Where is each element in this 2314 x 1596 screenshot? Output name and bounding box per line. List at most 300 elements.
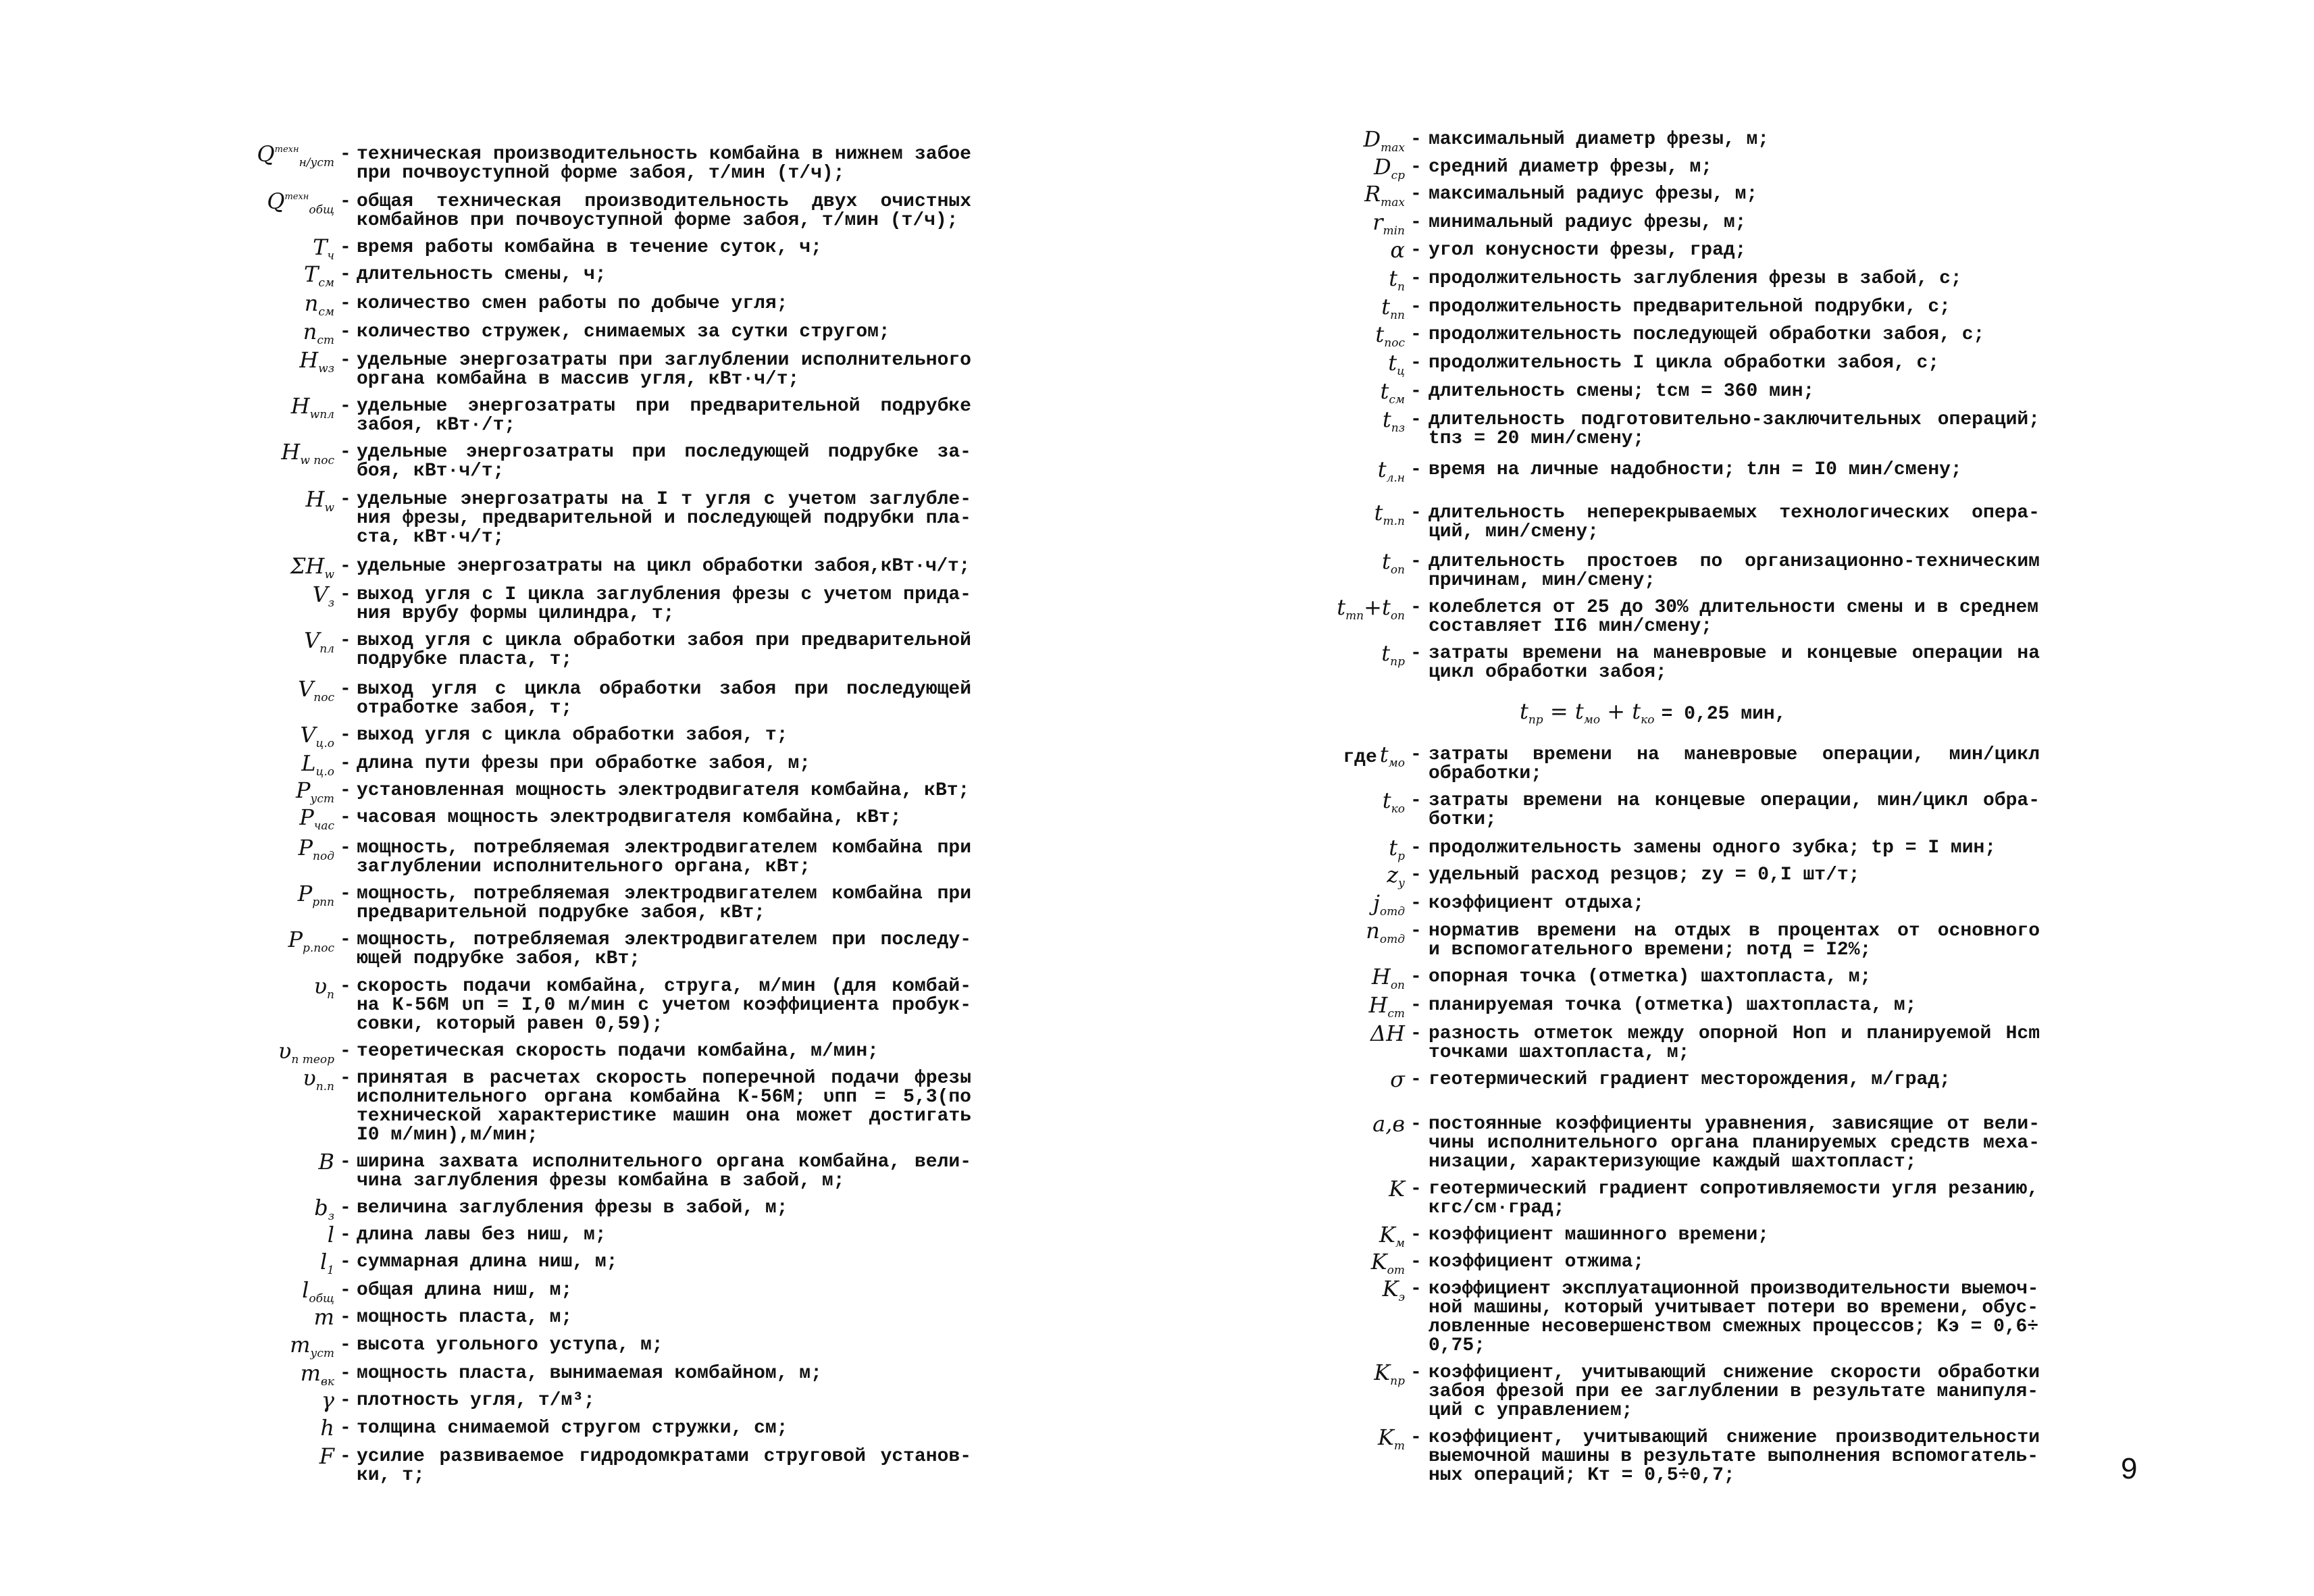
definition-line [357, 1107, 971, 1126]
definition-line [357, 604, 971, 623]
symbol-subscript: отд [1379, 933, 1405, 946]
symbol-base: H [305, 486, 325, 512]
definition-line [1429, 1044, 2040, 1062]
symbol [1270, 378, 1405, 407]
symbol-base: H [290, 393, 310, 419]
definition-text [357, 557, 971, 576]
symbol-subscript: пос [1384, 336, 1405, 350]
symbol [1270, 181, 1405, 209]
symbol [1270, 548, 1405, 577]
dash-separator: - [340, 442, 351, 463]
symbol-subscript: т [1393, 1439, 1405, 1453]
definition-text [357, 632, 971, 669]
dash-separator: - [1410, 1279, 1422, 1299]
symbol-subscript: уст [310, 792, 334, 806]
definition-line [1429, 1071, 2040, 1089]
symbol-subscript: у [1398, 877, 1405, 890]
definition-line-text: опорная точка (отметка) шахтопласта, м; [1429, 967, 1872, 987]
definition-line [1429, 746, 2040, 765]
dash-separator: - [1410, 1252, 1422, 1272]
definition-line-text: минимальный радиус фрезы, м; [1429, 212, 1747, 233]
definition-text [357, 781, 971, 800]
definition-line-text: заглублении исполнительного органа, кВт; [357, 856, 811, 877]
dash-separator: - [340, 976, 351, 997]
definition-text [357, 443, 971, 481]
symbol-subscript: уст [310, 1347, 334, 1360]
definition-line-text: постоянные коэффициенты уравнения, зависящие от вели- [1429, 1114, 2040, 1135]
definition-line-text: цикл обработки забоя; [1429, 662, 1667, 683]
definition-line-text: длина пути фрезы при обработке забоя, м; [357, 753, 811, 774]
definition-line [1429, 1364, 2040, 1383]
symbol-base: P [297, 881, 313, 906]
definition-line [357, 586, 971, 604]
dash-separator: - [1410, 1362, 1422, 1383]
definition-text [1429, 922, 2040, 960]
definition-line [357, 416, 971, 435]
symbol-subscript: пр [1390, 655, 1405, 669]
symbol [1270, 209, 1405, 238]
symbol-subscript: ч [327, 249, 334, 263]
dash-separator: - [1410, 297, 1422, 317]
symbol-base: t [1381, 640, 1391, 666]
symbol [223, 881, 334, 909]
symbol [223, 927, 334, 955]
page-number: 9 [2121, 1452, 2138, 1485]
symbol-base: K [1377, 1424, 1394, 1450]
symbol [223, 1304, 334, 1330]
definition-line-text: геотермический градиент месторождения, м/град; [1429, 1069, 1951, 1090]
definition-line-text: обработки; [1429, 763, 1543, 784]
formula-term-a: t [1574, 698, 1584, 724]
symbol-subscript: w [324, 501, 334, 515]
definition-text [357, 1308, 971, 1327]
definition-line-text: предварительной подрубке забоя, кВт; [357, 902, 765, 923]
symbol [223, 582, 334, 610]
definition-line [357, 1336, 971, 1355]
definition-line-text: боя, кВт·ч/т; [357, 461, 505, 482]
symbol-base: Q [257, 141, 275, 167]
symbol [1270, 835, 1405, 863]
symbol-base: r [1372, 209, 1383, 235]
definition-line [1429, 523, 2040, 542]
definition-text [357, 1042, 971, 1061]
definition-line [357, 557, 971, 576]
dash-separator: - [1410, 551, 1422, 572]
definition-line [1429, 158, 2040, 177]
symbol-base: l [327, 1222, 334, 1247]
symbol-base: t [1380, 378, 1389, 404]
dash-separator: - [1410, 459, 1422, 480]
dash-separator: - [1410, 324, 1422, 345]
definition-line [1429, 1280, 2040, 1299]
definition-line-text: коэффициент отдыха; [1429, 893, 1645, 914]
symbol-subscript: ц.о [315, 737, 334, 750]
symbol [223, 439, 334, 467]
definition-line [357, 1015, 971, 1034]
symbol-subscript: 1 [327, 1264, 334, 1277]
definition-text [1429, 1280, 2040, 1356]
symbol-base: ΔH [1370, 1021, 1405, 1046]
definition-line-text: длительность простоев по организационно-техническим [1429, 551, 2040, 572]
dash-separator: - [1410, 1225, 1422, 1245]
definition-line [1429, 810, 2040, 829]
symbol-subscript: пз [1391, 421, 1405, 435]
dash-separator: - [340, 679, 351, 700]
symbol-base: t [1382, 788, 1391, 813]
definition-line-text: ки, т; [357, 1465, 425, 1486]
symbol-subscript: з [328, 1210, 334, 1223]
symbol-subscript: max [1381, 141, 1405, 155]
definition-line-text: коэффициент отжима; [1429, 1252, 1645, 1272]
symbol-base: t [1375, 321, 1385, 347]
definition-text [357, 839, 971, 877]
definition-line [357, 996, 971, 1015]
definition-text [357, 808, 971, 827]
symbol-subscript: от [1387, 1264, 1405, 1277]
definition-line-text: планируемая точка (отметка) шахтопласта, м; [1429, 995, 1917, 1016]
symbol-base: t [1382, 407, 1391, 432]
definition-line-text: количество смен работы по добыче угля; [357, 293, 788, 314]
definition-text [357, 1447, 971, 1485]
formula-eq: = [1549, 698, 1568, 724]
dash-separator: - [340, 1307, 351, 1328]
symbol-superscript: техн [274, 145, 299, 155]
definition-line-text: длительность смены; tсм = 360 мин; [1429, 381, 1815, 402]
symbol-base: σ [1390, 1066, 1405, 1092]
definition-text [1429, 792, 2040, 829]
definition-line [1429, 839, 2040, 858]
definition-line [1429, 1428, 2040, 1447]
definition-line [357, 885, 971, 904]
symbol-base: t [1388, 350, 1397, 376]
definition-line [357, 294, 971, 313]
definition-text [357, 323, 971, 342]
dash-separator: - [1410, 921, 1422, 942]
symbol [1270, 1424, 1405, 1453]
definition-line [1429, 922, 2040, 941]
definition-text [1429, 504, 2040, 542]
definition-line-text: технической характеристике машин она может достигать [357, 1106, 971, 1127]
definition-text [1429, 461, 2040, 480]
dash-separator: - [340, 350, 351, 371]
definition-line [1429, 326, 2040, 344]
definition-line-text: выход угля с цикла обработки забоя при предварительной [357, 630, 971, 651]
symbol-base: t [1381, 294, 1391, 319]
definition-text [1429, 1253, 2040, 1272]
definition-line-text: ной машины, который учитывает потери во времени, обус- [1429, 1297, 2038, 1318]
definition-line-text: продолжительность заглубления фрезы в забой, с; [1429, 268, 1962, 289]
definition-line [1429, 1466, 2040, 1485]
symbol-subscript: оп [1390, 979, 1405, 992]
definition-line-text: удельные энергозатраты при заглублении исполнительного [357, 350, 971, 371]
definition-line [357, 808, 971, 827]
definition-line [357, 1308, 971, 1327]
definition-line-text: кгс/см·град; [1429, 1198, 1565, 1218]
definition-line [357, 1172, 971, 1191]
symbol [1270, 890, 1405, 919]
definition-line-text: точками шахтопласта, м; [1429, 1042, 1690, 1063]
definition-line [1429, 1299, 2040, 1318]
dash-separator: - [1410, 790, 1422, 811]
definition-text [1429, 1364, 2040, 1420]
definition-line [1429, 269, 2040, 288]
definition-text [1429, 746, 2040, 783]
symbol-subscript: п [327, 988, 334, 1002]
dash-separator: - [340, 1446, 351, 1467]
definition-line [1429, 411, 2040, 430]
definition-line-text: мощность, потребляемая электродвигателем при последу- [357, 929, 971, 950]
definition-line-text: ботки; [1429, 809, 1497, 830]
dash-separator: - [340, 1152, 351, 1173]
symbol-base: m [290, 1332, 311, 1358]
dash-separator: - [1410, 967, 1422, 987]
definition-text [357, 1364, 971, 1383]
definition-line [1429, 1401, 2040, 1420]
definition-line [1429, 1134, 2040, 1153]
definition-line-text: 0,75; [1429, 1335, 1486, 1356]
symbol [223, 1065, 334, 1093]
symbol-base: T [313, 234, 328, 260]
symbol-base: F [319, 1443, 334, 1469]
symbol-base: t [1374, 500, 1383, 525]
symbol-subscript: п теор [291, 1053, 334, 1066]
symbol-subscript: з [328, 596, 334, 610]
symbol-base: γ [321, 1387, 334, 1413]
definition-line [1429, 1447, 2040, 1466]
definition-line-text: удельный расход резцов; zу = 0,I шт/т; [1429, 865, 1860, 885]
symbol-subscript: см [318, 305, 334, 319]
definition-line [357, 1042, 971, 1061]
definition-line [357, 754, 971, 773]
symbol-base: l [319, 1249, 328, 1275]
definition-line-text: общая техническая производительность двух очистных [357, 191, 971, 212]
symbol-base: L [301, 750, 316, 776]
definition-line-text: выход угля с I цикла заглубления фрезы с учетом прида- [357, 584, 971, 605]
definition-line-text: время на личные надобности; tлн = I0 мин/смену; [1429, 459, 1962, 480]
symbol-base: t [1389, 265, 1398, 291]
definition-line-text: средний диаметр фрезы, м; [1429, 157, 1713, 178]
definition-line [1429, 1115, 2040, 1134]
definition-line-text: ций с управлением; [1429, 1400, 1633, 1421]
definition-line [357, 192, 971, 211]
symbol-base: υ [278, 1038, 292, 1064]
definition-line [1429, 598, 2040, 617]
definition-line [357, 528, 971, 547]
definition-text [357, 1069, 971, 1145]
definition-line [1429, 1153, 2040, 1172]
symbol-base: t [1389, 835, 1398, 860]
definition-line-text: мощность, потребляемая электродвигателем комбайна при [357, 883, 971, 904]
symbol-base: K [1374, 1360, 1391, 1385]
definition-line [357, 781, 971, 800]
definition-text [357, 1336, 971, 1355]
symbol-base: a,в [1372, 1111, 1405, 1137]
definition-line-text: выход угля с цикла обработки забоя, т; [357, 725, 788, 746]
symbol-base: K [1389, 1176, 1405, 1202]
definition-line-text: мощность пласта, вынимаемая комбайном, м; [357, 1363, 822, 1384]
definition-line [1429, 354, 2040, 373]
symbol [223, 188, 334, 217]
dash-separator: - [340, 264, 351, 285]
symbol-superscript: техн [284, 192, 309, 202]
definition-text [1429, 1025, 2040, 1062]
symbol [1270, 457, 1405, 485]
definition-line [1429, 382, 2040, 401]
symbol-subscript: отд [1379, 905, 1405, 919]
definition-line-text: причинам, мин/смену; [1429, 570, 1656, 591]
definition-line-text: толщина снимаемой стругом стружки, см; [357, 1418, 788, 1439]
definition-text [1429, 158, 2040, 177]
symbol-subscript: ц [1397, 365, 1405, 378]
dash-separator: - [340, 1068, 351, 1089]
symbol-base: m [300, 1360, 321, 1386]
symbol [1270, 154, 1405, 182]
definition-text [357, 490, 971, 547]
definition-line [1429, 213, 2040, 232]
definition-line [1429, 644, 2040, 663]
dash-separator: - [1410, 184, 1422, 205]
symbol [1270, 788, 1405, 816]
definition-text [1429, 185, 2040, 204]
symbol [1270, 1360, 1405, 1388]
definition-text [357, 1153, 971, 1191]
formula-tpr [1520, 700, 1786, 726]
definition-text [357, 145, 971, 183]
definition-line [1429, 617, 2040, 636]
definition-text [1429, 968, 2040, 987]
definition-line [357, 858, 971, 877]
definition-line-text: и вспомогательного времени; nотд = I2%; [1429, 939, 1872, 960]
definition-line-text: на К-56М υп = I,0 м/мин с учетом коэффициента пробук- [357, 995, 971, 1016]
symbol-subscript: оп [1390, 563, 1405, 577]
symbol [1270, 918, 1405, 946]
symbol-base: V [300, 722, 316, 748]
symbol-subscript: р.пос [303, 942, 334, 955]
formula-term-b-sub: ко [1641, 713, 1655, 727]
definition-line [1429, 185, 2040, 204]
dash-separator: - [1410, 744, 1422, 765]
definition-line-text: колеблется от 25 до 30% длительности смены и в среднем [1429, 597, 2038, 618]
symbol [223, 261, 334, 290]
symbol-subscript: пр [1390, 1374, 1405, 1388]
definition-text [1429, 298, 2040, 317]
symbol-subscript: min [1383, 224, 1405, 238]
definition-line [357, 650, 971, 669]
dash-separator: - [1410, 865, 1422, 885]
dash-separator: - [340, 725, 351, 746]
definition-line [357, 1391, 971, 1410]
definition-line-text: длина лавы без ниш, м; [357, 1225, 607, 1245]
definition-line [357, 931, 971, 950]
definition-line-text: tпз = 20 мин/смену; [1429, 428, 1645, 449]
definition-line [357, 1088, 971, 1107]
symbol-subscript: п [1397, 280, 1405, 294]
definition-line [357, 265, 971, 284]
symbol [223, 1332, 334, 1360]
dash-separator: - [1410, 893, 1422, 914]
definition-line-text: ста, кВт·ч/т; [357, 527, 505, 548]
symbol [223, 1038, 334, 1066]
definition-line [357, 950, 971, 969]
definition-line [357, 164, 971, 183]
symbol-subscript: ц.о [315, 765, 334, 779]
definition-line [357, 509, 971, 528]
symbol-subscript: см [318, 276, 334, 290]
symbol-subscript: под [313, 850, 334, 863]
symbol-base: R [1364, 181, 1381, 207]
definition-line-text: выемочной машины в результате выполнения вспомогатель- [1429, 1446, 2038, 1467]
symbol-subscript: р [1397, 850, 1405, 863]
dash-separator: - [1410, 1069, 1422, 1090]
definition-line-text: удельные энергозатраты на I т угля с учетом заглубле- [357, 489, 971, 510]
definition-text [357, 931, 971, 969]
symbol [1270, 407, 1405, 435]
symbol-base: T [304, 261, 319, 287]
definition-line [1429, 894, 2040, 913]
definition-line-text: плотность угля, т/м³; [357, 1390, 595, 1411]
definition-line-text: затраты времени на маневровые операции, мин/цикл [1429, 744, 2040, 765]
symbol-base: t [1381, 548, 1391, 574]
dash-separator: - [340, 489, 351, 510]
symbol [1270, 500, 1405, 528]
symbol-subscript: общ [309, 203, 334, 217]
dash-separator: - [1410, 995, 1422, 1016]
definition-line [1429, 866, 2040, 885]
definition-line [357, 462, 971, 481]
dash-separator: - [340, 1225, 351, 1245]
definition-text [1429, 866, 2040, 885]
definition-line-text: суммарная длина ниш, м; [357, 1252, 618, 1272]
definition-line [1429, 1253, 2040, 1272]
formula-plus: + [1607, 698, 1626, 724]
definition-line [357, 1447, 971, 1466]
symbol [223, 627, 334, 656]
symbol-subscript: w [324, 568, 334, 582]
definition-text [1429, 382, 2040, 401]
definition-line-text: скорость подачи комбайна, струга, м/мин (для комбай- [357, 976, 971, 997]
definition-line [1429, 298, 2040, 317]
dash-separator: - [340, 556, 351, 577]
symbol-base: b [314, 1195, 328, 1220]
symbol [223, 553, 334, 582]
dash-separator: - [1410, 212, 1422, 233]
symbol-base: t [1377, 457, 1387, 482]
definition-line [1429, 1337, 2040, 1356]
dash-separator: - [340, 807, 351, 828]
definition-line-text: продолжительность I цикла обработки забоя, с; [1429, 353, 1940, 374]
symbol [1270, 321, 1405, 350]
symbol-base: K [1382, 1276, 1399, 1302]
definition-line-text: забоя, кВт·/т; [357, 415, 516, 436]
definition-line [1429, 430, 2040, 448]
symbol [223, 722, 334, 750]
definition-line [357, 1199, 971, 1218]
definition-line [1429, 1383, 2040, 1401]
definition-text [357, 351, 971, 389]
definition-line-text: затраты времени на концевые операции, мин/цикл обра- [1429, 790, 2040, 811]
dash-separator: - [1410, 129, 1422, 150]
definition-line-text: длительность подготовительно-заключительных операций; [1429, 409, 2040, 430]
symbol-subscript: вк [320, 1375, 334, 1389]
definition-text [357, 1419, 971, 1438]
symbol-subscript: max [1381, 196, 1405, 209]
symbol [1270, 350, 1405, 378]
definition-line [1429, 130, 2040, 149]
definition-text [1429, 839, 2040, 858]
definition-text [1429, 269, 2040, 288]
symbol-base: z [1387, 862, 1399, 887]
definition-line-text: мощность, потребляемая электродвигателем комбайна при [357, 838, 971, 858]
